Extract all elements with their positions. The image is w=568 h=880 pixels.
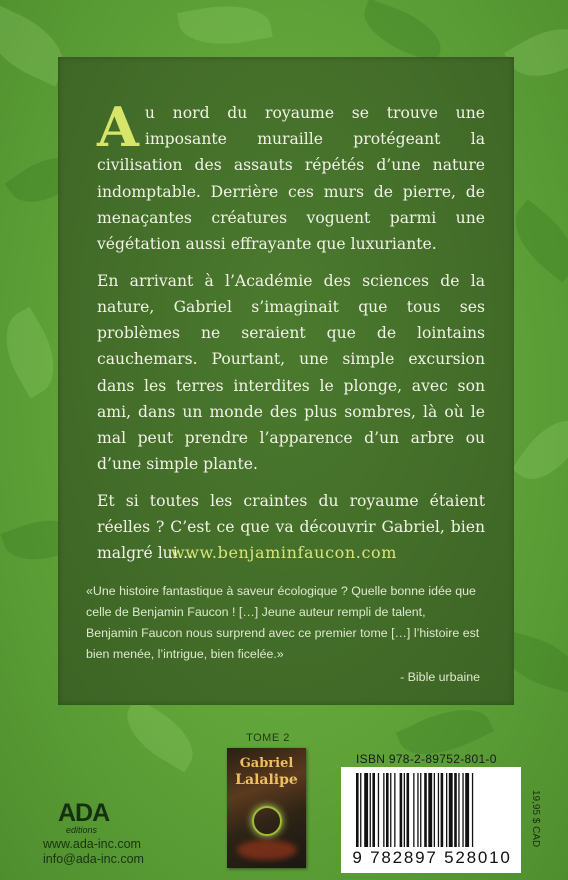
book-title-line-1: Gabriel [239, 756, 294, 771]
leaf-decoration [115, 698, 204, 773]
drop-cap: A [97, 95, 139, 159]
paragraph-1-text: u nord du royaume se trouve une imposante muraille protégeant la civilisation des assauts répétés d’une nature indomptable. Derrière ces murs de pierre, de menaçantes créatures voguent parmi une végétation aussi effrayante que luxuriante. [97, 104, 485, 254]
quote-source: - Bible urbaine [400, 670, 480, 684]
author-website-link[interactable]: www.benjaminfaucon.com [170, 543, 398, 562]
press-quote [86, 581, 480, 688]
logo-text: ADA [58, 799, 110, 827]
leaf-decoration [512, 408, 568, 492]
synopsis-paragraph-1 [97, 95, 485, 257]
tome-label: TOME 2 [246, 732, 290, 744]
leaf-decoration [356, 0, 449, 63]
rune-symbol-icon [252, 806, 282, 836]
synopsis-paragraph-3: Et si toutes les craintes du royaume étaient réelles ? C’est ce que va découvrir Gabriel, bien malgré lui… [97, 491, 485, 563]
book-thumbnail [227, 748, 306, 868]
price-label: 19,95 $ CAD [530, 790, 541, 848]
publisher-email[interactable]: info@ada-inc.com [43, 852, 144, 866]
isbn-label: ISBN 978-2-89752-801-0 [356, 752, 497, 766]
book-title-line-2: Lalalipe [235, 772, 298, 788]
logo-subtitle: editions [66, 825, 98, 835]
publisher-website[interactable]: www.ada-inc.com [43, 837, 141, 851]
synopsis-paragraph-2: En arrivant à l’Académie des sciences de la nature, Gabriel s’imaginait que tous ses problèmes ne seraient que de lointains cauchemars. Pourtant, une simple excursion dans les terres interdites le plonge, avec son ami, dans un monde des plus sombres, là où le mal peut prendre l’apparence d’un arbre ou d’une simple plante. [97, 271, 485, 474]
fire-glow [237, 840, 297, 860]
barcode-number: 9 782897 528010 [352, 848, 512, 867]
leaf-decoration [177, 0, 273, 53]
synopsis [97, 95, 485, 577]
publisher-logo [58, 799, 110, 835]
quote-text: «Une histoire fantastique à saveur écologique ? Quelle bonne idée que celle de Benjamin Faucon ! […] Jeune auteur rempli de talent, Benjamin Faucon nous surprend avec ce premier tome […] l’histoire est bien menée, l’intrigue, bien ficelée.» [86, 584, 480, 661]
barcode-icon [354, 773, 514, 848]
